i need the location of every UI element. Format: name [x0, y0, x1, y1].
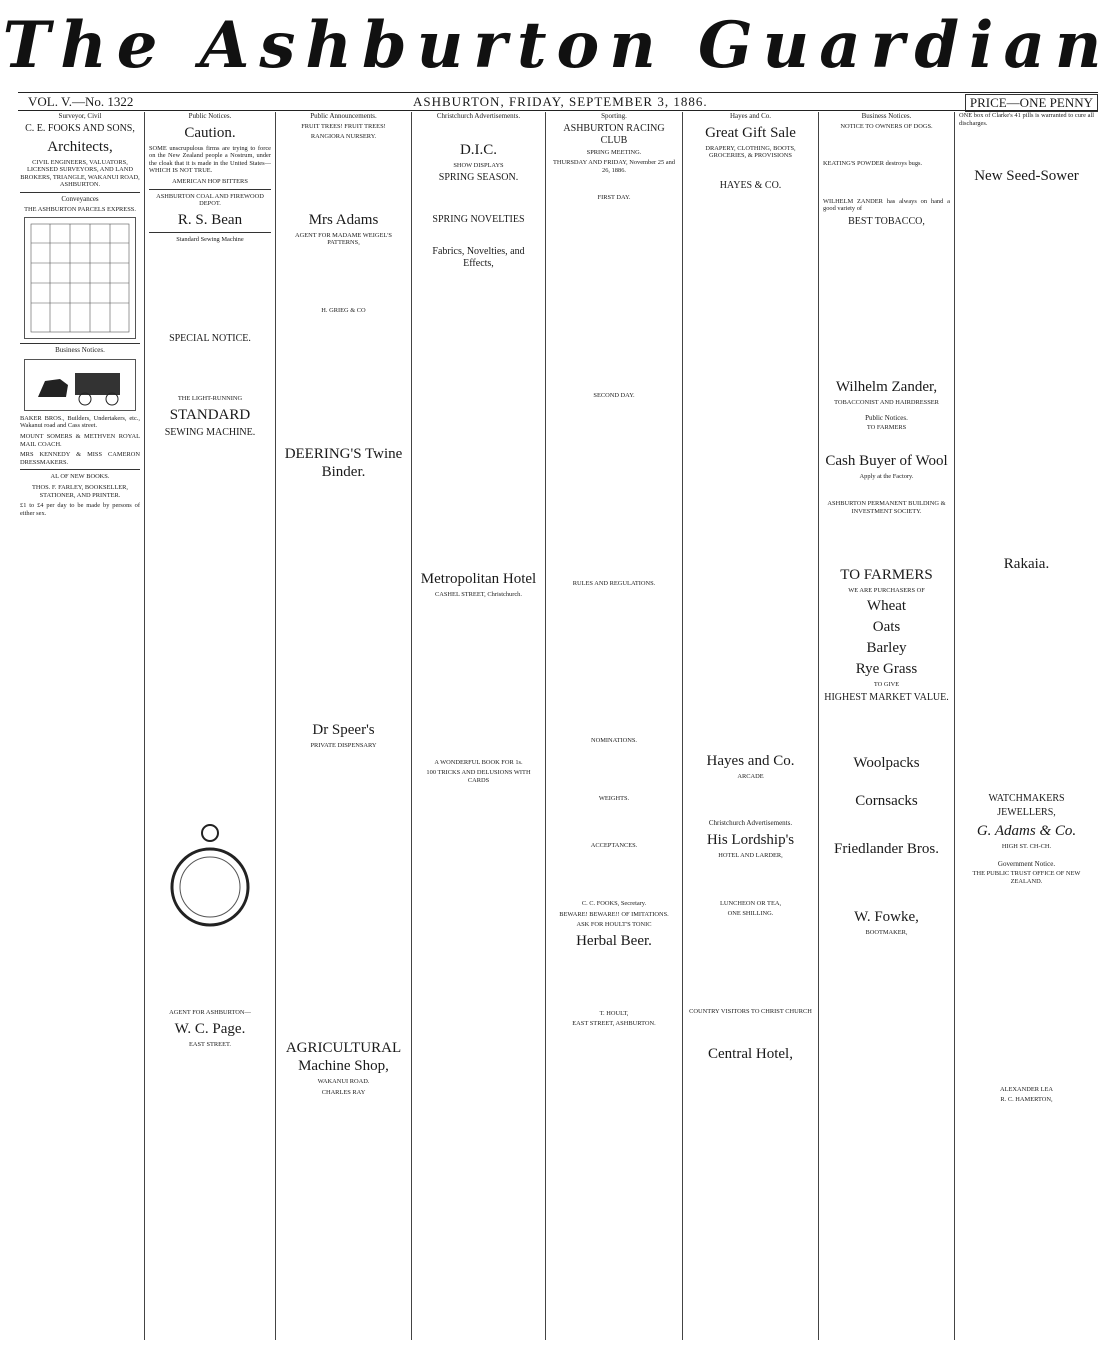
column-1	[20, 112, 140, 1340]
arcade: ARCADE	[737, 772, 764, 780]
show-displays: SHOW DISPLAYS	[453, 161, 504, 169]
friedlander: Friedlander Bros.	[834, 840, 939, 857]
hayes-heading-2: Hayes and Co.	[706, 752, 795, 769]
central-hotel: Central Hotel,	[708, 1046, 793, 1063]
bean-name: R. S. Bean	[177, 211, 243, 228]
barley: Barley	[866, 640, 907, 657]
ask-for: ASK FOR HOULT'S TONIC	[576, 921, 652, 929]
section-heading: Surveyor, Civil	[58, 112, 102, 120]
mount-somers-notice: MOUNT SOMERS & METHVEN ROYAL MAIL COACH.	[20, 432, 140, 448]
column-rule	[275, 112, 276, 1340]
spring-novelties: SPRING NOVELTIES	[432, 214, 525, 226]
dressmakers-notice: MRS KENNEDY & MISS CAMERON DRESSMAKERS.	[20, 451, 140, 466]
metro-heading: Metropolitan Hotel	[420, 571, 537, 588]
purchasers: WE ARE PURCHASERS OF	[848, 586, 925, 594]
bootmaker: BOOTMAKER,	[865, 928, 908, 936]
fabrics-heading: Fabrics, Novelties, and Effects,	[432, 246, 525, 270]
light-running: THE LIGHT-RUNNING	[177, 395, 243, 403]
tricks: 100 TRICKS AND DELUSIONS WITH CARDS	[426, 769, 531, 784]
caution-body: SOME unscrupulous firms are trying to force on the New Zealand people a Nostrum, under the cloak that it is made in the United States—WHICH IS NOT TRUE.	[149, 144, 271, 175]
zander-notice: WILHELM ZANDER has always on hand a good variety of	[823, 197, 950, 213]
column-rule	[144, 112, 145, 1340]
page-street: EAST STREET.	[188, 1040, 231, 1048]
page-name: W. C. Page.	[174, 1020, 246, 1037]
header-rule	[18, 110, 1098, 111]
cornsacks: Cornsacks	[855, 792, 918, 809]
jewellers: JEWELLERS,	[997, 807, 1056, 819]
deering-heading: DEERING'S Twine Binder.	[284, 445, 403, 480]
hoult-name: T. HOULT,	[599, 1009, 629, 1017]
column-6	[687, 112, 814, 1340]
section-heading: Christchurch Advertisements.	[436, 112, 521, 120]
adams-heading: Mrs Adams	[308, 211, 379, 228]
business-heading: Business Notices.	[55, 346, 105, 355]
masthead-bar	[18, 94, 1098, 108]
section-heading: Public Notices.	[188, 112, 232, 120]
luncheon: LUNCHEON OR TEA,	[719, 899, 782, 907]
public-trust: THE PUBLIC TRUST OFFICE OF NEW ZEALAND.	[972, 870, 1081, 885]
baker-notice: BAKER BROS., Builders, Undertakers, etc., Wakanui road and Cass street.	[20, 414, 140, 430]
sewing-heading: Standard Sewing Machine	[176, 235, 244, 243]
shilling: ONE SHILLING.	[727, 910, 774, 918]
ray-name: CHARLES RAY	[321, 1088, 366, 1096]
highest-value: HIGHEST MARKET VALUE.	[824, 691, 949, 703]
firm-detail: CIVIL ENGINEERS, VALUATORS, LICENSED SURVEYORS, AND LAND BROKERS, TRIANGLE, WAKANUI ROAD, ASHBURTON.	[20, 158, 140, 189]
masthead	[0, 0, 1114, 92]
fruit-trees: FRUIT TREES! FRUIT TREES!	[301, 122, 386, 130]
mail-coach-notice: THE ASHBURTON PARCELS EXPRESS.	[24, 205, 136, 213]
dogs-notice: NOTICE TO OWNERS OF DOGS.	[840, 122, 933, 130]
watch-illustration	[170, 819, 250, 939]
spring-meeting: SPRING MEETING.	[586, 148, 642, 156]
timetable-table	[24, 217, 136, 339]
hearse-illustration	[24, 359, 136, 411]
beware-heading: BEWARE! BEWARE!! OF IMITATIONS.	[559, 910, 669, 918]
horse-carriage-icon	[30, 363, 130, 407]
column-rule	[545, 112, 546, 1340]
coal-depot: ASHBURTON COAL AND FIREWOOD DEPOT.	[156, 192, 264, 208]
nursery: RANGIORA NURSERY.	[310, 133, 377, 141]
spring-season: SPRING SEASON.	[438, 172, 519, 184]
column-2	[149, 112, 271, 1340]
meeting-dates: THURSDAY AND FRIDAY, November 25 and 26, 1886.	[552, 159, 676, 174]
agri-sub: WAKANUI ROAD.	[317, 1078, 370, 1086]
column-7	[823, 112, 950, 1340]
agri-heading: AGRICULTURAL Machine Shop,	[285, 1040, 402, 1075]
tobacco-heading: BEST TOBACCO,	[848, 215, 925, 227]
permanent-society: ASHBURTON PERMANENT BUILDING & INVESTMENT SOCIETY.	[827, 500, 946, 515]
adams-subheading: AGENT FOR MADAME WEIGEL'S PATTERNS,	[295, 231, 392, 247]
hayes-heading: HAYES & CO.	[719, 179, 782, 191]
country-visitors: COUNTRY VISITORS TO CHRIST CHURCH	[689, 1007, 812, 1015]
rye-grass: Rye Grass	[855, 661, 918, 678]
second-day: SECOND DAY.	[593, 391, 635, 399]
public-heading: Public Notices.	[865, 413, 908, 422]
architects-heading: Architects,	[47, 138, 113, 155]
lordship-heading: His Lordship's	[706, 831, 795, 848]
column-rule	[682, 112, 683, 1340]
farley-notice: THOS. F. FARLEY, BOOKSELLER, STATIONER, AND PRINTER.	[31, 483, 128, 499]
volume-number: VOL. V.—No. 1322	[28, 94, 134, 109]
grieg-heading: H. GRIEG & CO	[321, 306, 366, 314]
sewing-machine: SEWING MACHINE.	[164, 426, 256, 438]
top-rule	[18, 92, 1098, 93]
govt-heading: Government Notice.	[997, 859, 1056, 868]
hamerton-name: R. C. HAMERTON,	[1000, 1096, 1053, 1104]
sale-heading: Great Gift Sale	[705, 124, 796, 141]
tobacconist: TOBACCONIST AND HAIRDRESSER	[834, 398, 939, 406]
cash-heading: Cash Buyer of Wool	[825, 452, 948, 469]
larder-heading: HOTEL AND LARDER,	[718, 851, 783, 859]
dic-heading: D.I.C.	[459, 141, 498, 158]
section-heading: Sporting.	[601, 112, 627, 120]
sale-sub: DRAPERY, CLOTHING, BOOTS, GROCERIES, & PROVISIONS	[705, 144, 796, 160]
adams-logo: G. Adams & Co.	[976, 823, 1077, 840]
column-5	[550, 112, 678, 1340]
column-rule	[411, 112, 412, 1340]
money-notice: £1 to £4 per day to be made by persons of either sex.	[20, 502, 140, 517]
issue-price: PRICE—ONE PENNY	[965, 94, 1098, 112]
newspaper-title: The Ashburton Guardian	[2, 8, 1112, 83]
high-street: HIGH ST. CH-CH.	[1001, 843, 1052, 851]
rules-heading: RULES AND REGULATIONS.	[572, 579, 656, 587]
timetable-grid-icon	[30, 223, 130, 333]
seed-sower: New Seed-Sower	[974, 168, 1079, 185]
wilhelm-heading: Wilhelm Zander,	[835, 378, 938, 395]
column-4	[416, 112, 541, 1340]
farmers-heading: TO FARMERS	[840, 566, 933, 583]
keating-notice: KEATING'S POWDER destroys bugs.	[823, 160, 923, 168]
speer-heading: Dr Speer's	[312, 721, 375, 738]
new-books-notice: AL OF NEW BOOKS.	[50, 473, 110, 481]
column-rule	[954, 112, 955, 1340]
pills-notice: ONE box of Clarke's 41 pills is warranted to cure all discharges.	[959, 112, 1094, 127]
speer-subheading: PRIVATE DISPENSARY	[310, 741, 377, 749]
farmers-notice: TO FARMERS	[866, 424, 907, 432]
wonder-book: A WONDERFUL BOOK FOR 1s.	[434, 758, 523, 766]
lea-name: ALEXANDER LEA	[999, 1085, 1054, 1093]
watchmakers: WATCHMAKERS	[988, 793, 1065, 805]
oats: Oats	[872, 619, 901, 636]
fowke-name: W. Fowke,	[854, 908, 919, 925]
racing-heading: ASHBURTON RACING CLUB	[563, 122, 665, 146]
column-rule	[818, 112, 819, 1340]
column-8	[959, 112, 1094, 1340]
rakaia: Rakaia.	[1003, 556, 1050, 573]
wheat: Wheat	[866, 598, 907, 615]
xchurch-heading: Christchurch Advertisements.	[708, 819, 793, 828]
agent-label: AGENT FOR ASHBURTON—	[169, 1008, 251, 1016]
special-notice: SPECIAL NOTICE.	[169, 333, 251, 345]
firm-name: C. E. FOOKS AND SONS,	[25, 122, 135, 134]
weights-heading: WEIGHTS.	[598, 794, 630, 802]
standard-heading: STANDARD	[169, 406, 251, 423]
to-give: TO GIVE	[873, 681, 900, 689]
column-3	[280, 112, 407, 1340]
metro-sub: CASHEL STREET, Christchurch.	[435, 591, 522, 599]
woolpacks: Woolpacks	[853, 754, 920, 771]
pocket-watch-icon	[170, 819, 250, 939]
conveyances-heading: Conveyances	[61, 194, 99, 203]
first-day: FIRST DAY.	[597, 194, 631, 202]
hop-bitters: AMERICAN HOP BITTERS	[172, 177, 248, 185]
section-heading: Hayes and Co.	[729, 112, 772, 120]
section-heading: Public Announcements.	[310, 112, 377, 120]
factory: Apply at the Factory.	[859, 472, 914, 480]
section-heading: Business Notices.	[861, 112, 912, 120]
acceptances-heading: ACCEPTANCES.	[590, 842, 638, 850]
nominations-heading: NOMINATIONS.	[591, 737, 637, 745]
secretary: C. C. FOOKS, Secretary.	[581, 899, 647, 907]
hoult-address: EAST STREET, ASHBURTON.	[572, 1020, 656, 1028]
caution-heading: Caution.	[184, 124, 236, 141]
herbal-heading: Herbal Beer.	[576, 932, 652, 949]
issue-date: ASHBURTON, FRIDAY, SEPTEMBER 3, 1886.	[413, 94, 708, 109]
